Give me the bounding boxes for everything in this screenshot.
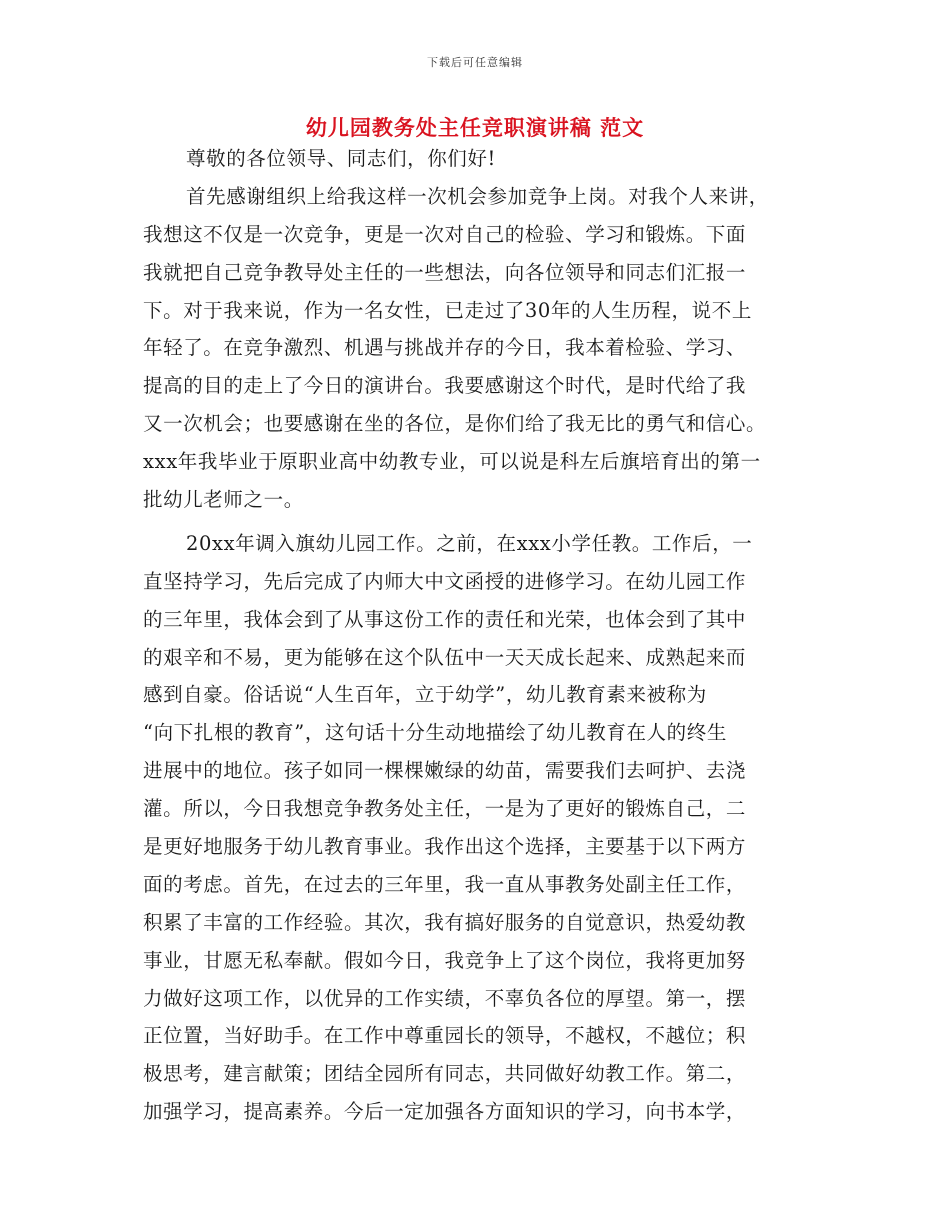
paragraph-line: 批幼儿老师之一。 xyxy=(143,488,304,512)
paragraph-line: 的艰辛和不易，更为能够在这个队伍中一天天成长起来、成熟起来而 xyxy=(143,645,747,669)
paragraph-line: 是更好地服务于幼儿教育事业。我作出这个选择，主要基于以下两方 xyxy=(143,835,747,859)
paragraph-line: 力做好这项工作，以优异的工作实绩，不辜负各位的厚望。第一，摆 xyxy=(143,986,747,1010)
paragraph-line: 面的考虑。首先，在过去的三年里，我一直从事教务处副主任工作， xyxy=(143,872,747,896)
paragraph-line: 我想这不仅是一次竞争，更是一次对自己的检验、学习和锻炼。下面 xyxy=(143,222,747,246)
paragraph-line: xxx年我毕业于原职业高中幼教专业，可以说是科左后旗培育出的第一 xyxy=(143,450,761,474)
paragraph-line: 事业，甘愿无私奉献。假如今日，我竞争上了这个岗位，我将更加努 xyxy=(143,948,747,972)
paragraph-line: 加强学习，提高素养。今后一定加强各方面知识的学习，向书本学， xyxy=(143,1100,747,1124)
paragraph-line: 正位置，当好助手。在工作中尊重园长的领导，不越权，不越位；积 xyxy=(143,1024,747,1048)
paragraph-line: 的三年里，我体会到了从事这份工作的责任和光荣，也体会到了其中 xyxy=(143,607,747,631)
paragraph-line: 下。对于我来说，作为一名女性，已走过了30年的人生历程，说不上 xyxy=(143,298,752,322)
paragraph-line: 20xx年调入旗幼儿园工作。之前，在xxx小学任教。工作后，一 xyxy=(186,531,753,555)
paragraph-line: 年轻了。在竞争激烈、机遇与挑战并存的今日，我本着检验、学习、 xyxy=(143,336,747,360)
greeting-line: 尊敬的各位领导、同志们，你们好! xyxy=(186,147,496,170)
paragraph-line: “向下扎根的教育”，这句话十分生动地描绘了幼儿教育在人的终生 xyxy=(143,721,727,745)
paragraph-line: 提高的目的走上了今日的演讲台。我要感谢这个时代，是时代给了我 xyxy=(143,374,747,398)
paragraph-line: 又一次机会；也要感谢在坐的各位，是你们给了我无比的勇气和信心。 xyxy=(143,412,767,436)
paragraph-line: 极思考，建言献策；团结全园所有同志，共同做好幼教工作。第二， xyxy=(143,1062,747,1086)
document-title: 幼儿园教务处主任竞职演讲稿 范文 xyxy=(305,115,645,140)
paragraph-line: 我就把自己竞争教导处主任的一些想法，向各位领导和同志们汇报一 xyxy=(143,260,747,284)
page-header-note: 下载后可任意编辑 xyxy=(427,56,523,69)
paragraph-line: 直坚持学习，先后完成了内师大中文函授的进修学习。在幼儿园工作 xyxy=(143,569,747,593)
paragraph-line: 进展中的地位。孩子如同一棵棵嫩绿的幼苗，需要我们去呵护、去浇 xyxy=(143,759,747,783)
paragraph-line: 灌。所以，今日我想竞争教务处主任，一是为了更好的锻炼自己，二 xyxy=(143,797,747,821)
document-body xyxy=(143,140,811,1131)
paragraph-line: 积累了丰富的工作经验。其次，我有搞好服务的自觉意识，热爱幼教 xyxy=(143,910,747,934)
paragraph-line: 感到自豪。俗话说“人生百年，立于幼学”，幼儿教育素来被称为 xyxy=(143,683,707,707)
paragraph-line: 首先感谢组织上给我这样一次机会参加竞争上岗。对我个人来讲， xyxy=(186,184,769,208)
